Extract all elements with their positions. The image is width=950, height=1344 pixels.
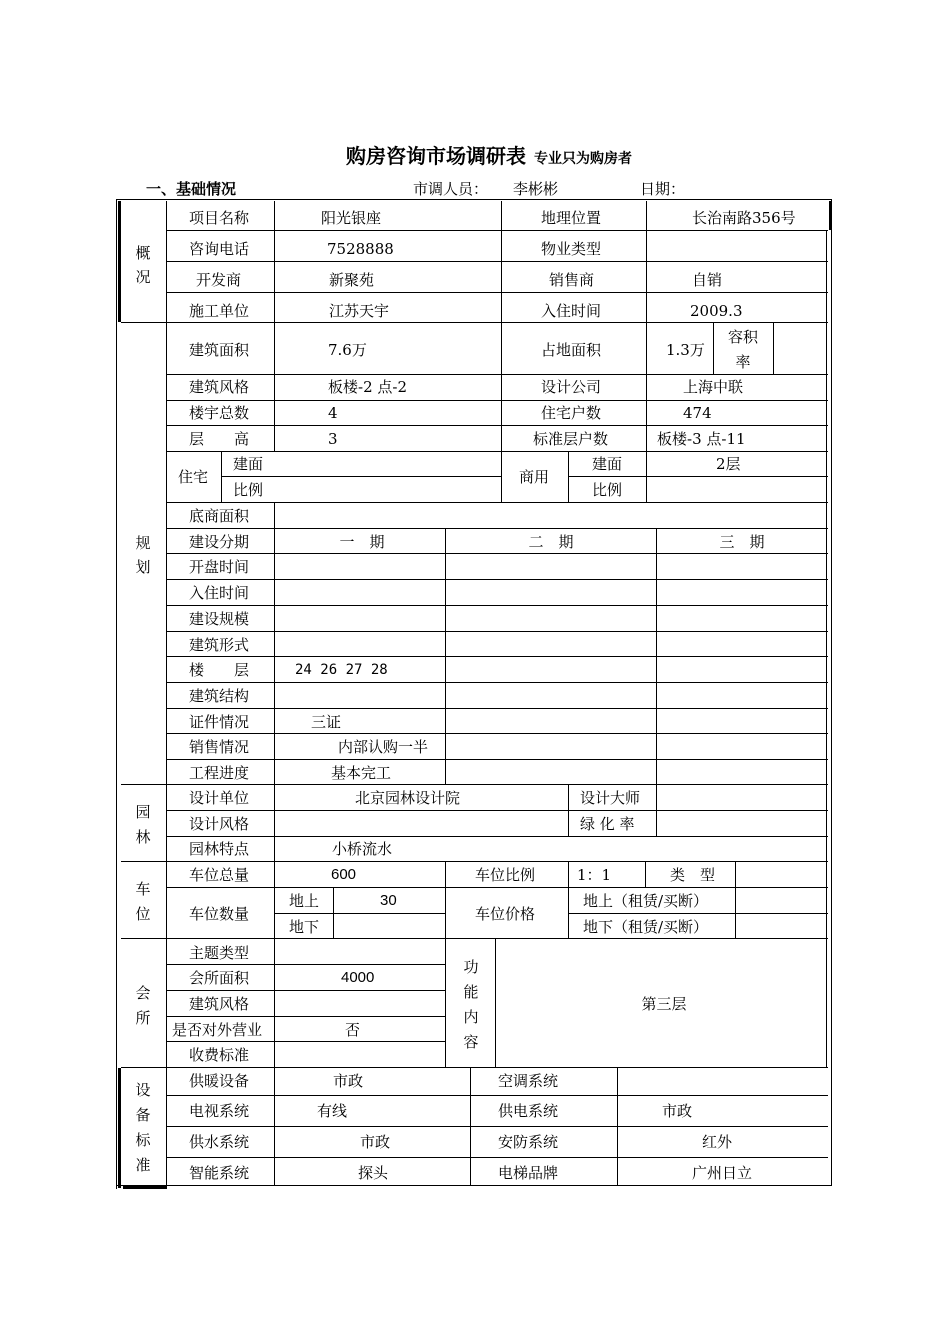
club-label-1: 会 — [135, 984, 151, 1002]
function-label-4: 容 — [463, 1033, 479, 1051]
heating-value: 市政 — [333, 1072, 364, 1090]
residential-label: 住宅 — [178, 468, 209, 486]
title-text: 购房咨询市场调研表 — [346, 144, 526, 168]
buildings-value: 4 — [328, 404, 338, 422]
seller-label: 销售商 — [549, 271, 595, 289]
project-name-label: 项目名称 — [189, 209, 250, 227]
commercial-label: 商用 — [519, 468, 550, 486]
phone-value: 7528888 — [327, 240, 394, 258]
phase-row-label: 建设规模 — [189, 610, 250, 628]
developer-label: 开发商 — [196, 271, 242, 289]
subtitle: 专业只为购房者 — [534, 151, 632, 167]
phase-row-label: 楼 层 — [189, 661, 250, 679]
club-style-label: 建筑风格 — [189, 995, 250, 1013]
parking-below-price-label: 地下（租赁/买断） — [583, 918, 709, 936]
phone-label: 咨询电话 — [189, 240, 250, 258]
phase-row-label: 建筑形式 — [189, 636, 250, 654]
move-in-value: 2009.3 — [690, 302, 743, 320]
elevator-label: 电梯品牌 — [498, 1164, 559, 1182]
parking-total-value: 600 — [331, 866, 357, 883]
commercial-jianmian-value: 2层 — [716, 455, 741, 473]
function-label-2: 能 — [463, 983, 479, 1001]
phase-1-certificates: 三证 — [311, 713, 342, 731]
water-value: 市政 — [360, 1133, 391, 1151]
land-area-label: 占地面积 — [541, 341, 602, 359]
power-value: 市政 — [662, 1102, 693, 1120]
tv-label: 电视系统 — [189, 1102, 250, 1120]
parking-above-price-label: 地上（租赁/买断） — [583, 892, 709, 910]
green-rate-label: 绿 化 率 — [580, 815, 635, 833]
location-value: 长治南路356号 — [692, 209, 796, 227]
floor-value: 3 — [328, 430, 338, 448]
overview-label-2: 况 — [135, 268, 151, 286]
equipment-label-1: 设 — [135, 1081, 151, 1099]
club-fee-label: 收费标准 — [189, 1046, 250, 1064]
base-commercial-label: 底商面积 — [189, 507, 250, 525]
buildings-label: 楼宇总数 — [189, 404, 250, 422]
parking-type-label: 类 型 — [670, 866, 716, 884]
club-label-2: 所 — [135, 1009, 151, 1027]
design-co-value: 上海中联 — [683, 378, 744, 396]
security-label: 安防系统 — [498, 1133, 559, 1151]
phase-3-header: 三 期 — [719, 533, 765, 551]
equipment-label-4: 准 — [135, 1156, 151, 1174]
section-heading: 一、基础情况 — [146, 180, 237, 198]
garden-label-1: 园 — [135, 803, 151, 821]
garden-feature-value: 小桥流水 — [332, 840, 393, 858]
seller-value: 自销 — [692, 271, 723, 289]
club-open-label: 是否对外营业 — [172, 1021, 263, 1039]
club-open-value: 否 — [345, 1021, 361, 1039]
planning-label-2: 划 — [135, 558, 151, 576]
contractor-value: 江苏天宇 — [329, 302, 390, 320]
garden-feature-label: 园林特点 — [189, 840, 250, 858]
households-value: 474 — [683, 404, 712, 422]
phase-row-label: 证件情况 — [189, 713, 250, 731]
planning-label-1: 规 — [135, 534, 151, 552]
households-label: 住宅户数 — [541, 404, 602, 422]
function-value: 第三层 — [641, 995, 687, 1013]
commercial-ratio-label: 比例 — [592, 481, 623, 499]
parking-below-label: 地下 — [289, 918, 320, 936]
project-name-value: 阳光银座 — [321, 209, 382, 227]
location-label: 地理位置 — [541, 209, 602, 227]
phase-1-sales: 内部认购一半 — [338, 738, 429, 756]
residential-ratio-label: 比例 — [233, 481, 264, 499]
far-label-2: 率 — [735, 353, 751, 371]
parking-ratio-label: 车位比例 — [475, 866, 536, 884]
garden-label-2: 林 — [135, 828, 151, 846]
function-label-3: 内 — [463, 1008, 479, 1026]
water-label: 供水系统 — [189, 1133, 250, 1151]
contractor-label: 施工单位 — [189, 302, 250, 320]
phase-row-label: 建筑结构 — [189, 687, 250, 705]
elevator-value: 广州日立 — [692, 1164, 753, 1182]
equipment-label-3: 标 — [135, 1131, 151, 1149]
move-in-label: 入住时间 — [541, 302, 602, 320]
phase-2-header: 二 期 — [528, 533, 574, 551]
build-area-label: 建筑面积 — [189, 341, 250, 359]
phase-1-floors: 24 26 27 28 — [295, 662, 388, 678]
land-area-value: 1.3万 — [666, 341, 705, 359]
parking-above-label: 地上 — [289, 892, 320, 910]
club-theme-label: 主题类型 — [189, 944, 250, 962]
function-label-1: 功 — [463, 958, 479, 976]
std-floor-value: 板楼-3 点-11 — [657, 430, 746, 448]
parking-above-value: 30 — [380, 892, 397, 909]
master-label: 设计大师 — [580, 789, 641, 807]
parking-ratio-value: 1：1 — [577, 866, 612, 884]
design-co-label: 设计公司 — [541, 378, 602, 396]
surveyor-name: 李彬彬 — [513, 180, 559, 198]
club-area-label: 会所面积 — [189, 969, 250, 987]
parking-count-label: 车位数量 — [189, 905, 250, 923]
power-label: 供电系统 — [498, 1102, 559, 1120]
developer-value: 新聚苑 — [329, 271, 375, 289]
club-area-value: 4000 — [341, 969, 375, 986]
security-value: 红外 — [702, 1133, 733, 1151]
phase-label: 建设分期 — [189, 533, 250, 551]
equipment-label-2: 备 — [135, 1106, 151, 1124]
phase-1-progress: 基本完工 — [331, 764, 392, 782]
property-type-label: 物业类型 — [541, 240, 602, 258]
parking-label-1: 车 — [135, 880, 151, 898]
build-area-value: 7.6万 — [328, 341, 367, 359]
parking-total-label: 车位总量 — [189, 866, 250, 884]
style-value: 板楼-2 点-2 — [328, 378, 407, 396]
floor-label: 层 高 — [189, 430, 250, 448]
parking-price-label: 车位价格 — [475, 905, 536, 923]
date-label: 日期： — [640, 180, 686, 198]
design-unit-label: 设计单位 — [189, 789, 250, 807]
smart-label: 智能系统 — [189, 1164, 250, 1182]
style-label: 建筑风格 — [189, 378, 250, 396]
std-floor-label: 标准层户数 — [533, 430, 609, 448]
heating-label: 供暖设备 — [189, 1072, 250, 1090]
phase-row-label: 销售情况 — [189, 738, 250, 756]
smart-value: 探头 — [358, 1164, 389, 1182]
parking-label-2: 位 — [135, 905, 151, 923]
overview-label-1: 概 — [135, 244, 151, 262]
far-label-1: 容积 — [727, 328, 759, 346]
surveyor-label: 市调人员： — [413, 180, 489, 198]
commercial-jianmian-label: 建面 — [592, 455, 623, 473]
phase-row-label: 开盘时间 — [189, 558, 250, 576]
ac-label: 空调系统 — [498, 1072, 559, 1090]
phase-1-header: 一 期 — [339, 533, 385, 551]
page-title — [346, 140, 632, 169]
tv-value: 有线 — [317, 1102, 348, 1120]
design-unit-value: 北京园林设计院 — [355, 789, 461, 807]
residential-jianmian-label: 建面 — [233, 455, 264, 473]
phase-row-label: 入住时间 — [189, 584, 250, 602]
phase-row-label: 工程进度 — [189, 764, 250, 782]
garden-style-label: 设计风格 — [189, 815, 250, 833]
